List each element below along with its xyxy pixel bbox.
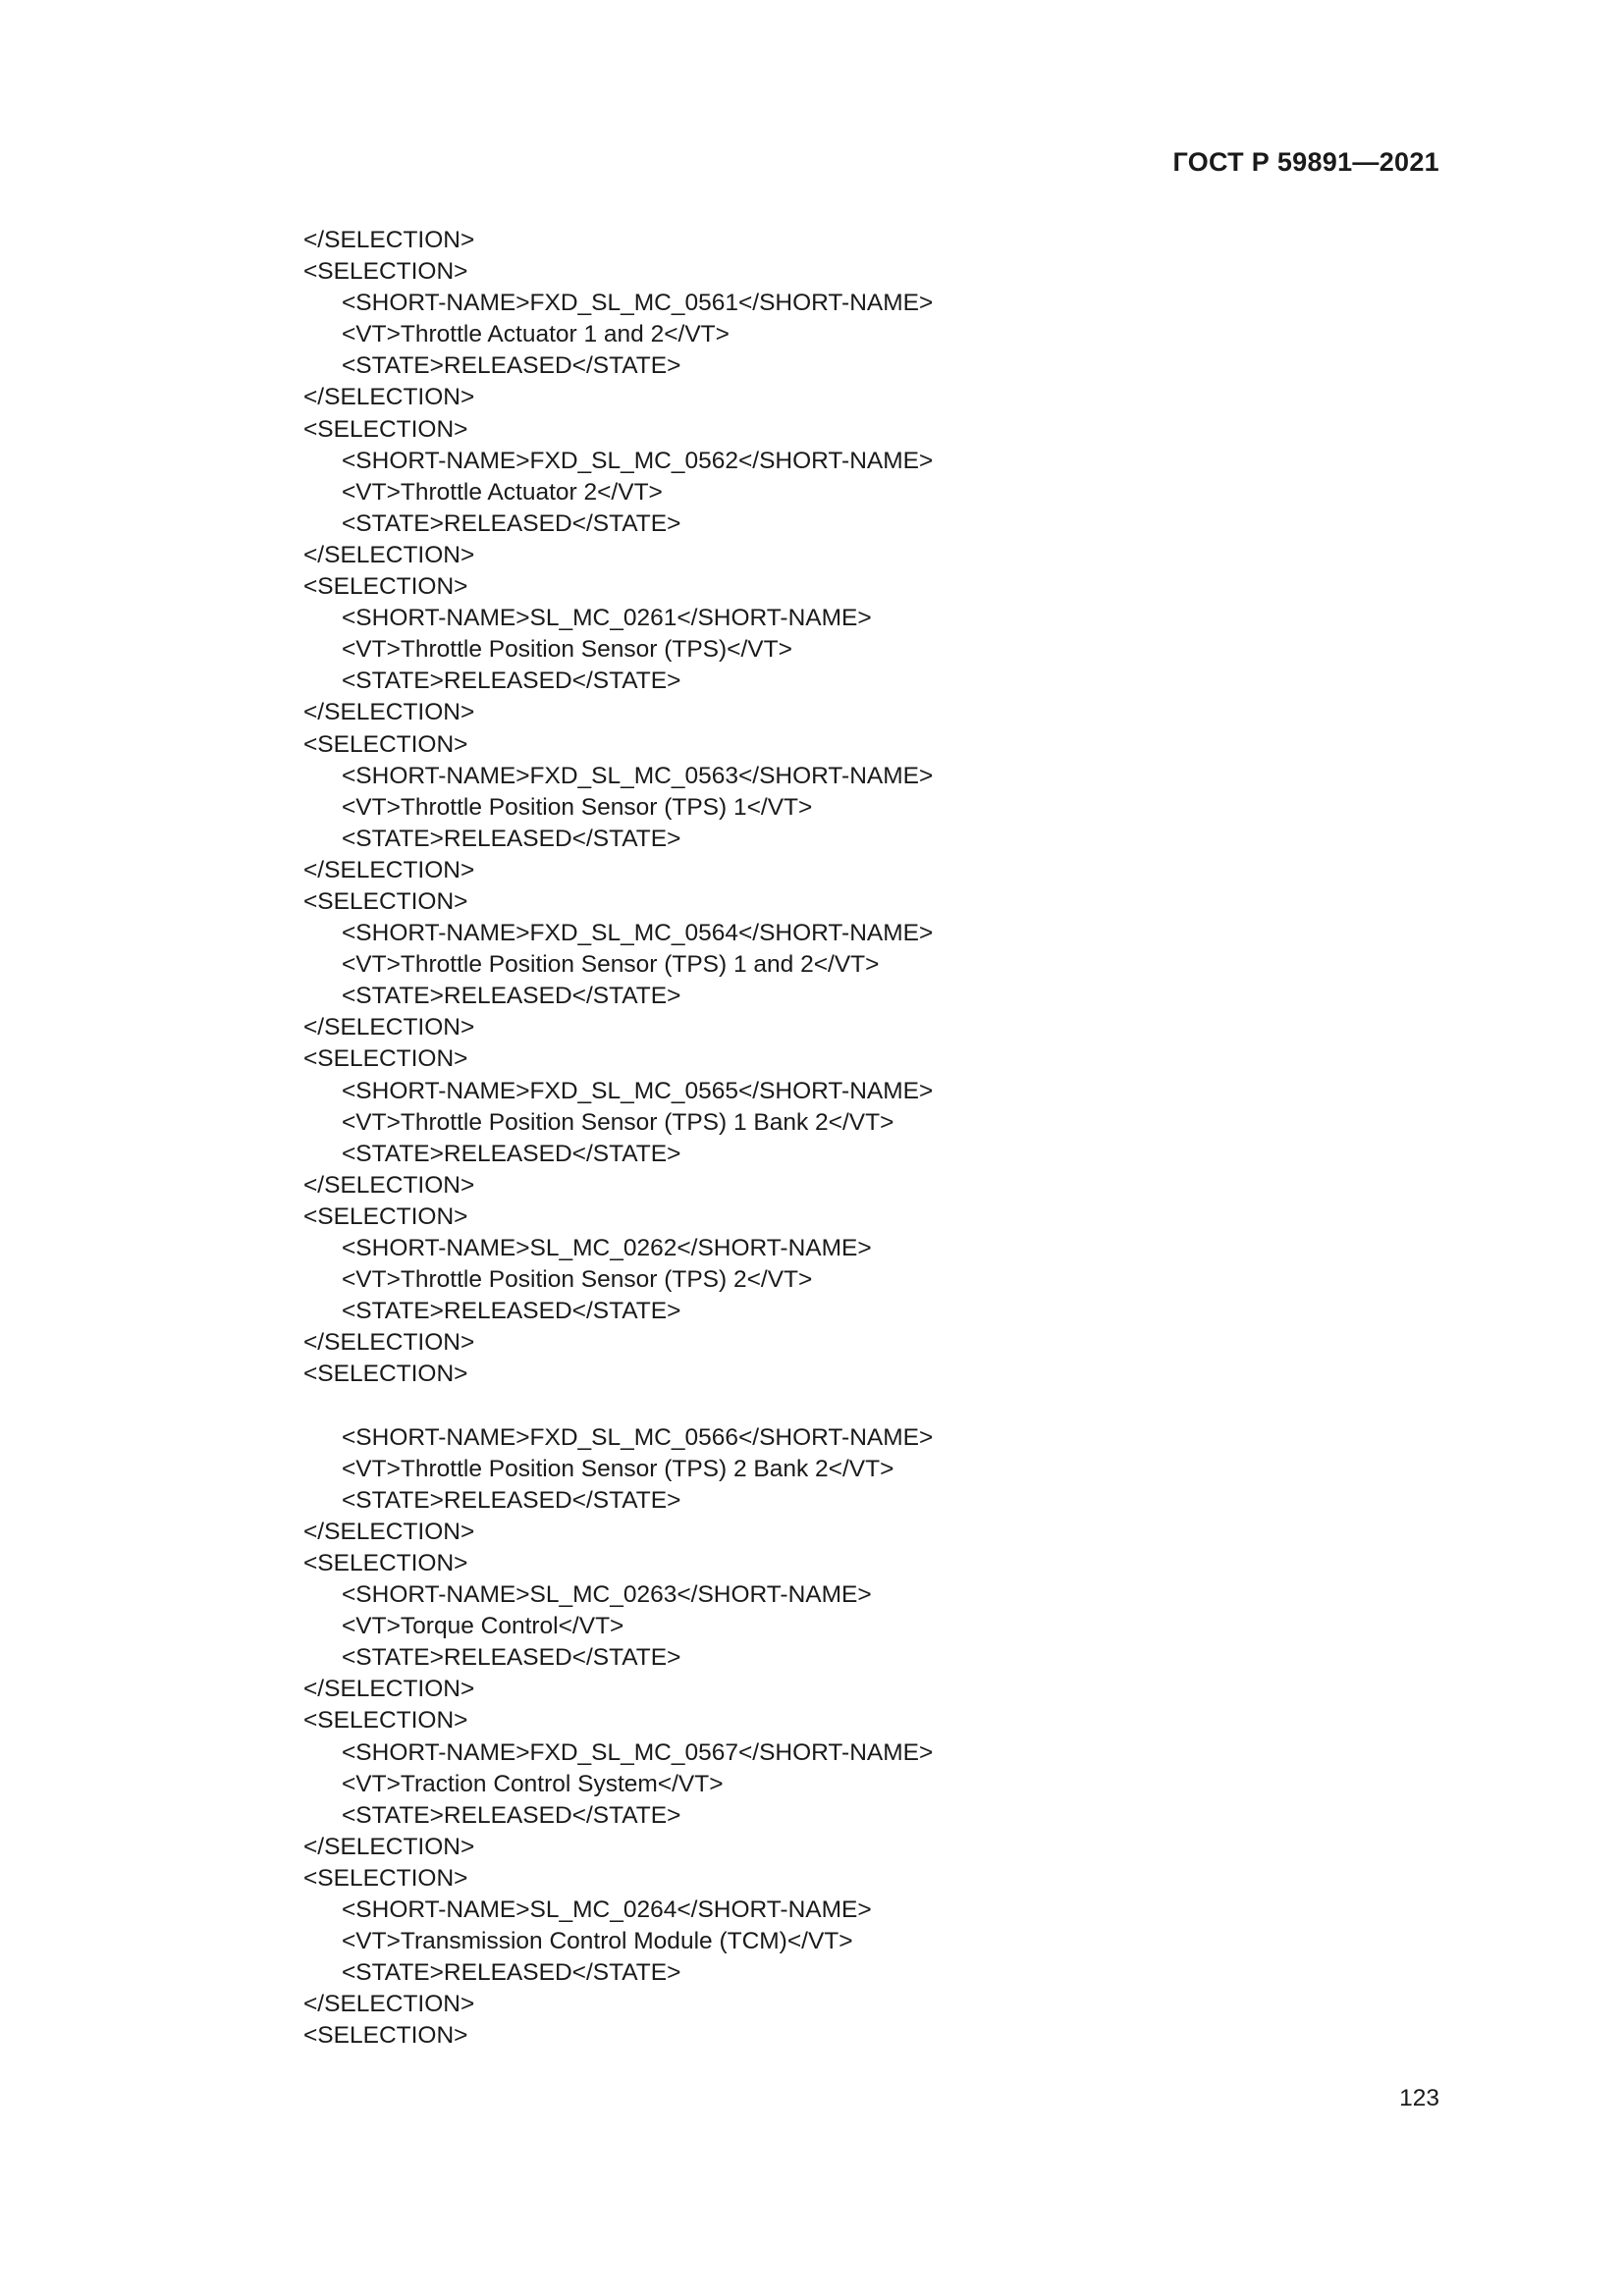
code-line: <VT>Throttle Actuator 1 and 2</VT> (342, 321, 730, 348)
code-line: <VT>Throttle Position Sensor (TPS) 2 Bank 2</VT> (342, 1455, 894, 1482)
code-line: <STATE>RELEASED</STATE> (342, 1140, 681, 1167)
code-line: <STATE>RELEASED</STATE> (342, 1644, 681, 1672)
code-line: <VT>Throttle Position Sensor (TPS) 1 and 2</VT> (342, 951, 880, 979)
code-line: </SELECTION> (303, 541, 475, 568)
code-line: <SELECTION> (303, 258, 468, 286)
code-line: <SELECTION> (303, 1202, 468, 1230)
code-line: <SHORT-NAME>SL_MC_0264</SHORT-NAME> (342, 1896, 872, 1923)
code-line: <SELECTION> (303, 2022, 468, 2050)
code-line: <VT>Throttle Position Sensor (TPS)</VT> (342, 636, 792, 664)
code-line: <SHORT-NAME>SL_MC_0262</SHORT-NAME> (342, 1235, 872, 1261)
code-line: </SELECTION> (303, 1329, 475, 1357)
code-line: <VT>Throttle Position Sensor (TPS) 1</VT> (342, 793, 813, 821)
code-line: <STATE>RELEASED</STATE> (342, 667, 681, 695)
code-line: <SHORT-NAME>FXD_SL_MC_0566</SHORT-NAME> (342, 1423, 934, 1451)
xml-code-listing (303, 225, 1383, 2052)
code-line: <STATE>RELEASED</STATE> (342, 983, 681, 1010)
code-line: <SHORT-NAME>FXD_SL_MC_0562</SHORT-NAME> (342, 447, 934, 474)
code-line: <VT>Transmission Control Module (TCM)</VT> (342, 1928, 853, 1955)
code-line: <SHORT-NAME>SL_MC_0261</SHORT-NAME> (342, 605, 872, 632)
code-line: </SELECTION> (303, 1171, 475, 1199)
code-line: <SELECTION> (303, 1864, 468, 1892)
code-line: <STATE>RELEASED</STATE> (342, 1298, 681, 1325)
code-line: <SELECTION> (303, 415, 468, 443)
code-line: <SHORT-NAME>FXD_SL_MC_0565</SHORT-NAME> (342, 1077, 934, 1104)
code-line: <SELECTION> (303, 1045, 468, 1073)
code-line: <SHORT-NAME>FXD_SL_MC_0567</SHORT-NAME> (342, 1738, 934, 1766)
document-standard-id: ГОСТ Р 59891—2021 (1172, 147, 1439, 177)
code-line: <SELECTION> (303, 573, 468, 601)
code-line: <STATE>RELEASED</STATE> (342, 1486, 681, 1514)
code-line: <SHORT-NAME>FXD_SL_MC_0564</SHORT-NAME> (342, 920, 934, 947)
code-line: </SELECTION> (303, 1014, 475, 1041)
code-line: <SELECTION> (303, 887, 468, 915)
code-line: <SELECTION> (303, 1361, 468, 1388)
code-line: <STATE>RELEASED</STATE> (342, 352, 681, 380)
code-line: <VT>Traction Control System</VT> (342, 1770, 724, 1797)
code-line: <VT>Throttle Actuator 2</VT> (342, 478, 663, 506)
code-line: <STATE>RELEASED</STATE> (342, 1801, 681, 1829)
code-line: </SELECTION> (303, 1518, 475, 1545)
code-line: <SELECTION> (303, 1707, 468, 1735)
code-line: <STATE>RELEASED</STATE> (342, 509, 681, 537)
code-line: <SHORT-NAME>FXD_SL_MC_0561</SHORT-NAME> (342, 290, 934, 317)
code-line: </SELECTION> (303, 1991, 475, 2018)
code-line: </SELECTION> (303, 384, 475, 411)
code-line: <SELECTION> (303, 730, 468, 758)
page-number: 123 (1399, 2085, 1439, 2111)
code-line: </SELECTION> (303, 856, 475, 883)
code-line: <SHORT-NAME>SL_MC_0263</SHORT-NAME> (342, 1581, 872, 1609)
code-line: <STATE>RELEASED</STATE> (342, 825, 681, 852)
code-line: <SELECTION> (303, 1549, 468, 1576)
code-line: <STATE>RELEASED</STATE> (342, 1959, 681, 1987)
code-line: <VT>Throttle Position Sensor (TPS) 2</VT> (342, 1266, 813, 1294)
code-line: </SELECTION> (303, 1833, 475, 1860)
code-line: <SHORT-NAME>FXD_SL_MC_0563</SHORT-NAME> (342, 762, 934, 789)
code-line: <VT>Throttle Position Sensor (TPS) 1 Bank 2</VT> (342, 1108, 894, 1136)
code-line: <VT>Torque Control</VT> (342, 1613, 624, 1640)
code-line: </SELECTION> (303, 1676, 475, 1703)
code-line: </SELECTION> (303, 227, 475, 253)
blank-line (303, 1390, 1383, 1421)
code-line: </SELECTION> (303, 699, 475, 726)
